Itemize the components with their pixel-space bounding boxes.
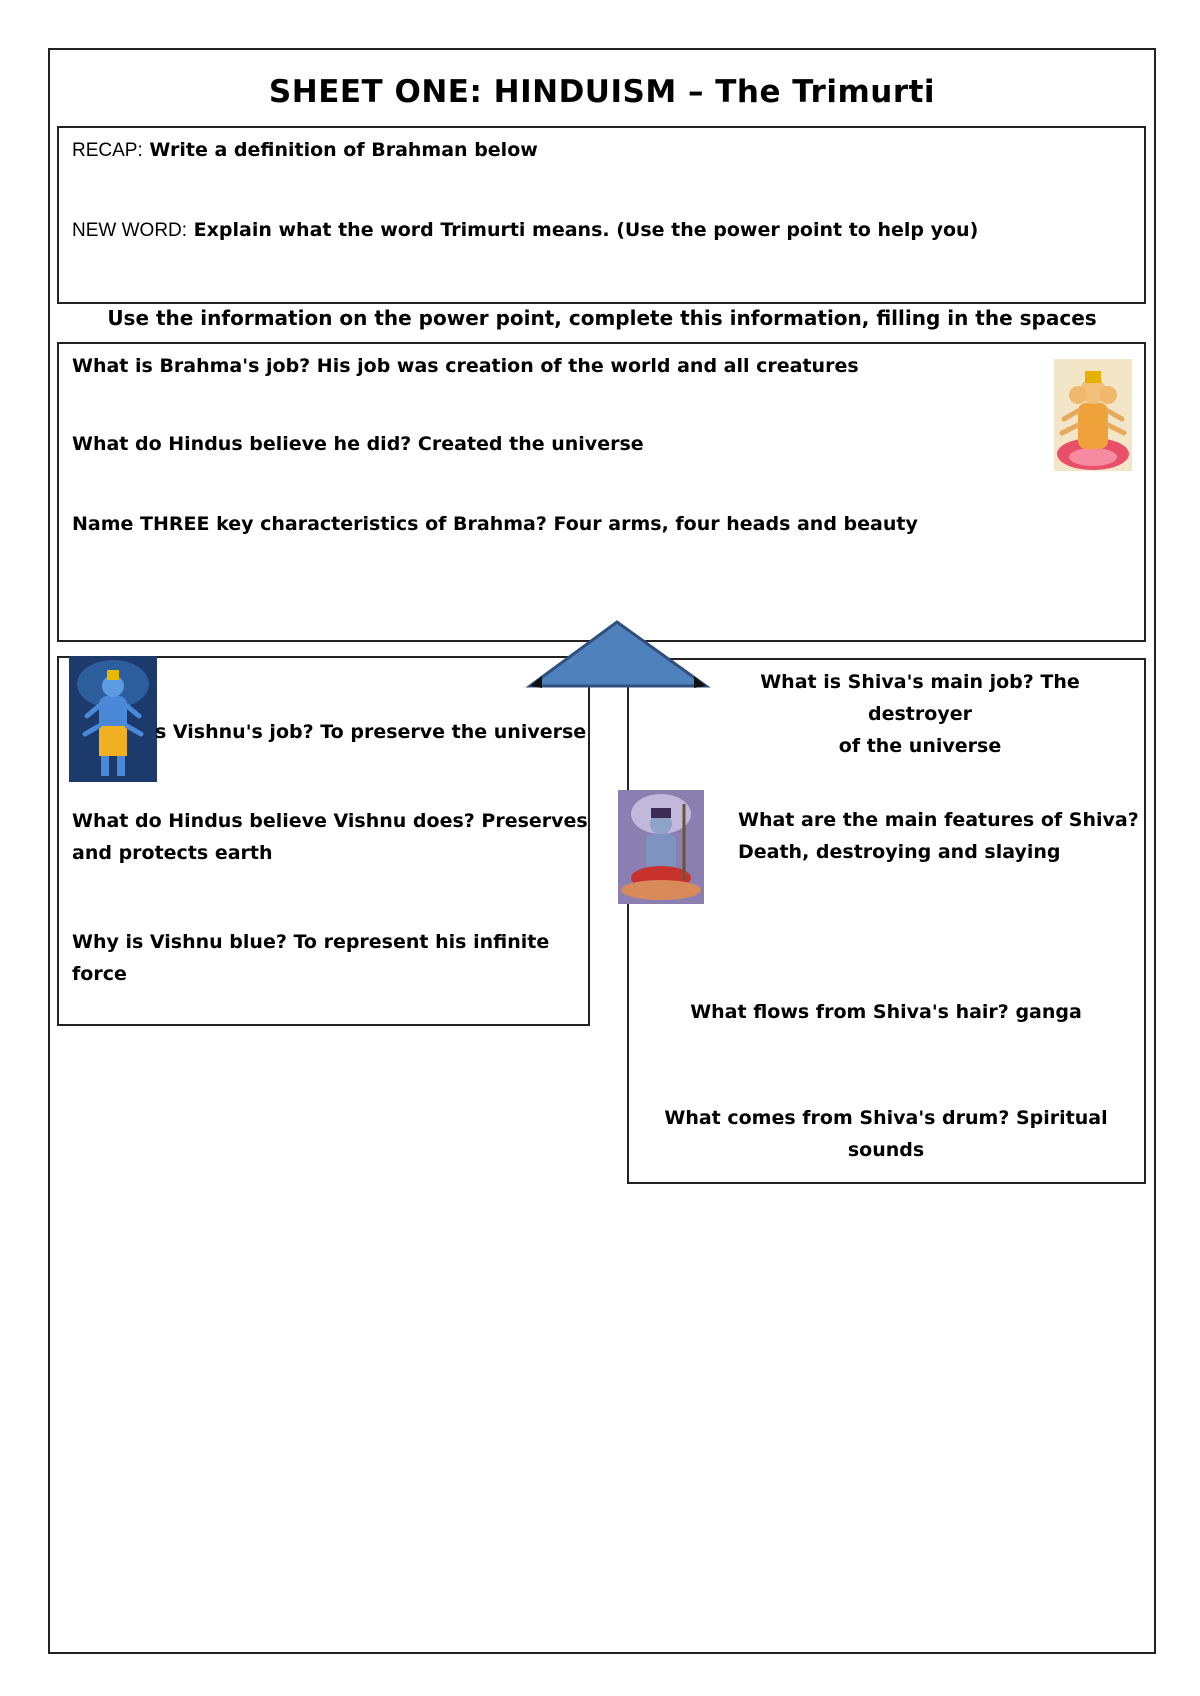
shiva-question-4	[640, 1102, 1132, 1166]
shiva-image	[618, 790, 704, 904]
recap-line	[72, 134, 538, 167]
vishnu-question-2	[72, 805, 588, 869]
new-word-line	[72, 214, 978, 247]
shiva-question-2	[738, 804, 1139, 868]
shiva-question-2-line-2: Death, destroying and slaying	[738, 841, 1061, 863]
shiva-question-3: What flows from Shiva's hair? ganga	[690, 1001, 1082, 1023]
brahma-box	[57, 342, 1146, 642]
recap-prefix: RECAP:	[72, 140, 143, 161]
brahma-question-2: What do Hindus believe he did? Created the universe	[72, 433, 644, 455]
page-title: SHEET ONE: HINDUISM – The Trimurti	[268, 74, 936, 110]
shiva-question-1-line-1: What is Shiva's main job? The destroyer	[760, 671, 1080, 725]
brahma-question-1: What is Brahma's job? His job was creation of the world and all creatures	[72, 355, 859, 377]
vishnu-question-3-line-2: force	[72, 963, 127, 985]
new-word-prefix: NEW WORD:	[72, 220, 188, 241]
vishnu-question-2-line-1: What do Hindus believe Vishnu does? Preserves	[72, 810, 588, 832]
shiva-question-4-line-1: What comes from Shiva's drum? Spiritual	[664, 1107, 1108, 1129]
recap-text: Write a definition of Brahman below	[149, 139, 538, 161]
instruction-text: Use the information on the power point, complete this information, filling in the spaces	[107, 306, 1097, 330]
vishnu-question-2-line-2: and protects earth	[72, 842, 273, 864]
shiva-question-4-line-2: sounds	[847, 1139, 925, 1161]
arrow-triangle	[520, 616, 720, 696]
shiva-question-1	[710, 666, 1130, 762]
vishnu-image	[69, 656, 157, 782]
vishnu-question-3	[72, 926, 549, 990]
vishnu-question-1: s Vishnu's job? To preserve the universe	[155, 721, 587, 743]
new-word-text: Explain what the word Trimurti means. (Use the power point to help you)	[193, 219, 979, 241]
shiva-question-1-line-2: of the universe	[838, 735, 1002, 757]
brahma-question-3: Name THREE key characteristics of Brahma? Four arms, four heads and beauty	[72, 513, 918, 535]
vishnu-question-3-line-1: Why is Vishnu blue? To represent his infinite	[72, 931, 550, 953]
brahma-image	[1054, 359, 1132, 471]
shiva-question-2-line-1: What are the main features of Shiva?	[738, 809, 1139, 831]
